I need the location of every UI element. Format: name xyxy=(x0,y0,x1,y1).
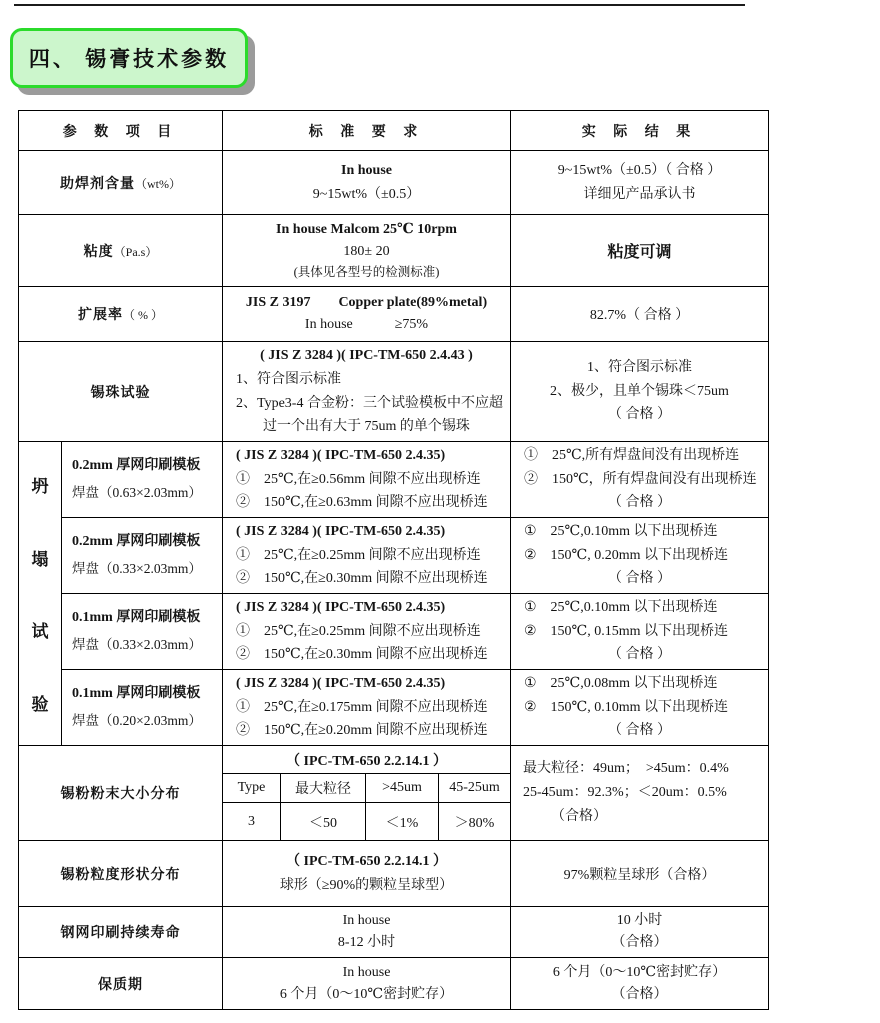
spread-result-cell: 82.7%（ 合格 ） xyxy=(511,287,769,342)
powder-size-val-maxsize: ＜50 xyxy=(281,803,366,841)
powder-size-param-cell: 锡粉粉末大小分布 xyxy=(19,746,223,841)
text-line: 0.1mm 厚网印刷模板 xyxy=(72,610,201,626)
row-powder-size-caption xyxy=(19,746,769,774)
powder-shape-standard-cell xyxy=(223,841,511,907)
text-line: ② 150℃,在≥0.30mm 间隙不应出现桥连 xyxy=(236,647,488,663)
text-line: 10 小时 xyxy=(616,913,663,929)
text-line: ① 25℃,在≥0.56mm 间隙不应出现桥连 xyxy=(236,471,481,487)
stencil-life-param-cell: 钢网印刷持续寿命 xyxy=(19,907,223,958)
text-line: 焊盘（0.33×2.03mm） xyxy=(72,636,202,652)
text-line: 8-12 小时 xyxy=(337,935,396,950)
flux-param-cell xyxy=(19,151,223,215)
text-line: ② 150℃，所有焊盘间没有出现桥连 xyxy=(524,471,757,487)
section-title-badge xyxy=(10,28,248,88)
text-line: In house xyxy=(341,162,392,178)
text-line: （ 合格 ） xyxy=(608,723,671,739)
text-line: 1、符合图示标准 xyxy=(587,359,692,375)
viscosity-param-label: 粘度 xyxy=(83,244,114,260)
slump-3-result-cell xyxy=(511,594,769,670)
stencil-life-standard-cell xyxy=(223,907,511,958)
powder-size-col-type: Type xyxy=(223,774,281,803)
text-line: （ IPC-TM-650 2.2.14.1 ） xyxy=(286,853,447,869)
text-line: ② 150℃,在≥0.63mm 间隙不应出现桥连 xyxy=(236,495,488,511)
text-line: ② 150℃,在≥0.30mm 间隙不应出现桥连 xyxy=(236,571,488,587)
text-line: 1、符合图示标准 xyxy=(236,371,341,387)
slump-3-standard-cell xyxy=(223,594,511,670)
spread-param-label: 扩展率 xyxy=(78,308,123,323)
header-result: 实 际 结 果 xyxy=(511,111,769,151)
shelf-life-standard-cell xyxy=(223,958,511,1010)
text-line: （合格） xyxy=(551,808,607,824)
text-line: In house xyxy=(342,913,391,929)
text-line: ( JIS Z 3284 )( IPC-TM-650 2.4.35) xyxy=(236,675,446,691)
slump-1-label-cell xyxy=(62,442,223,518)
text-line: 详细见产品承认书 xyxy=(583,186,696,202)
stencil-life-result-cell xyxy=(511,907,769,958)
slump-2-label-cell xyxy=(62,518,223,594)
spec-table xyxy=(18,110,769,1010)
text-line: ② 150℃, 0.15mm 以下出现桥连 xyxy=(524,623,728,639)
text-line: ① 25℃,0.10mm 以下出现桥连 xyxy=(524,523,718,539)
text-line: 2、Type3-4 合金粉：三个试验模板中不应超 xyxy=(236,395,503,411)
text-line: ① 25℃,在≥0.175mm 间隙不应出现桥连 xyxy=(236,699,488,715)
text-line: 焊盘（0.33×2.03mm） xyxy=(72,560,202,576)
row-slump-3 xyxy=(19,594,769,670)
text-line: 0.1mm 厚网印刷模板 xyxy=(72,686,201,702)
text-line: 6 个月（0～10℃密封贮存） xyxy=(552,964,727,980)
powder-size-val-type: 3 xyxy=(223,803,281,841)
powder-size-col-45-25: 45-25um xyxy=(439,774,511,803)
text-line: 过一个出有大于 75um 的单个锡珠 xyxy=(263,419,470,435)
slump-2-result-cell xyxy=(511,518,769,594)
row-viscosity xyxy=(19,215,769,287)
powder-size-result-cell xyxy=(511,746,769,841)
flux-result-cell xyxy=(511,151,769,215)
text-line: ① 25℃,在≥0.25mm 间隙不应出现桥连 xyxy=(236,547,481,563)
text-line: 球形（≥90%的颗粒呈球型） xyxy=(279,877,454,893)
text-line: 试 xyxy=(31,622,49,642)
header-standard: 标 准 要 求 xyxy=(223,111,511,151)
row-solder-ball xyxy=(19,342,769,442)
powder-size-col-maxsize: 最大粒径 xyxy=(281,774,366,803)
text-line: 坍 xyxy=(31,477,49,497)
slump-4-standard-cell xyxy=(223,670,511,746)
flux-param-unit: （wt%） xyxy=(135,176,181,191)
slump-1-result-cell xyxy=(511,442,769,518)
text-line: ( JIS Z 3284 )( IPC-TM-650 2.4.43 ) xyxy=(260,347,473,363)
slump-vertical-header xyxy=(19,442,62,746)
viscosity-param-cell xyxy=(19,215,223,287)
text-line: （ 合格 ） xyxy=(608,407,671,423)
text-line: 6 个月（0～10℃密封贮存） xyxy=(279,986,454,1002)
text-line: ② 150℃, 0.10mm 以下出现桥连 xyxy=(524,699,728,715)
text-line: ② 150℃,在≥0.20mm 间隙不应出现桥连 xyxy=(236,723,488,739)
slump-3-label-cell xyxy=(62,594,223,670)
text-line: ① 25℃,0.08mm 以下出现桥连 xyxy=(524,675,718,691)
slump-4-label-cell xyxy=(62,670,223,746)
text-line: In house ≥75% xyxy=(304,317,429,332)
flux-standard-cell xyxy=(223,151,511,215)
row-flux xyxy=(19,151,769,215)
powder-shape-result-cell: 97%颗粒呈球形（合格） xyxy=(511,841,769,907)
viscosity-standard-cell xyxy=(223,215,511,287)
row-shelf-life xyxy=(19,958,769,1010)
text-line: 最大粒径：49um； >45um：0.4% xyxy=(523,761,729,777)
text-line: JIS Z 3197 Copper plate(89%metal) xyxy=(245,295,488,311)
slump-2-standard-cell xyxy=(223,518,511,594)
row-slump-2 xyxy=(19,518,769,594)
row-stencil-life xyxy=(19,907,769,958)
text-line: 2、极少，且单个锡珠＜75um xyxy=(550,383,729,399)
text-line: ( JIS Z 3284 )( IPC-TM-650 2.4.35) xyxy=(236,523,446,539)
row-powder-shape xyxy=(19,841,769,907)
section-title: 四、 锡膏技术参数 xyxy=(28,47,230,71)
solder-ball-param-cell: 锡珠试验 xyxy=(19,342,223,442)
text-line: ① 25℃,所有焊盘间没有出现桥连 xyxy=(524,447,740,463)
text-line: ① 25℃,在≥0.25mm 间隙不应出现桥连 xyxy=(236,623,481,639)
powder-size-val-45-25: ＞80% xyxy=(439,803,511,841)
text-line: In house Malcom 25℃ 10rpm xyxy=(276,222,457,238)
viscosity-result-cell: 粘度可调 xyxy=(511,215,769,287)
header-param: 参 数 项 目 xyxy=(19,111,223,151)
text-line: 0.2mm 厚网印刷模板 xyxy=(72,458,201,474)
powder-size-col-gt45: >45um xyxy=(366,774,439,803)
text-line: ( JIS Z 3284 )( IPC-TM-650 2.4.35) xyxy=(236,447,446,463)
text-line: 验 xyxy=(31,694,49,714)
text-line: （合格） xyxy=(611,986,668,1002)
text-line: 0.2mm 厚网印刷模板 xyxy=(72,534,201,550)
text-line: 25-45um：92.3%；＜20um：0.5% xyxy=(523,785,727,801)
viscosity-param-unit: （Pa.s） xyxy=(113,244,158,259)
shelf-life-param-cell: 保质期 xyxy=(19,958,223,1010)
text-line: (具体见各型号的检测标准) xyxy=(293,264,440,279)
text-line: 9~15wt%（±0.5）（ 合格 ） xyxy=(557,162,722,178)
text-line: 焊盘（0.20×2.03mm） xyxy=(72,712,202,728)
text-line: 塌 xyxy=(31,549,49,569)
row-slump-1 xyxy=(19,442,769,518)
powder-size-standard-caption: （ IPC-TM-650 2.2.14.1 ） xyxy=(223,746,511,774)
solder-ball-result-cell xyxy=(511,342,769,442)
slump-vertical-label xyxy=(23,449,57,739)
text-line: ② 150℃, 0.20mm 以下出现桥连 xyxy=(524,547,728,563)
row-spread xyxy=(19,287,769,342)
shelf-life-result-cell xyxy=(511,958,769,1010)
text-line: 180± 20 xyxy=(343,243,390,259)
slump-1-standard-cell xyxy=(223,442,511,518)
text-line: （ 合格 ） xyxy=(608,495,671,511)
slump-4-result-cell xyxy=(511,670,769,746)
spread-param-cell xyxy=(19,287,223,342)
text-line: （合格） xyxy=(611,935,668,950)
text-line: In house xyxy=(342,964,391,980)
spread-standard-cell xyxy=(223,287,511,342)
flux-param-label: 助焊剂含量 xyxy=(60,176,135,192)
text-line: （ 合格 ） xyxy=(608,647,671,663)
solder-ball-standard-cell xyxy=(223,342,511,442)
powder-size-val-gt45: ＜1% xyxy=(366,803,439,841)
text-line: （ 合格 ） xyxy=(608,571,671,587)
text-line: 焊盘（0.63×2.03mm） xyxy=(72,484,202,500)
powder-shape-param-cell: 锡粉粒度形状分布 xyxy=(19,841,223,907)
text-line: 9~15wt%（±0.5） xyxy=(312,186,421,202)
spread-param-unit: （ % ） xyxy=(123,308,163,322)
text-line: ( JIS Z 3284 )( IPC-TM-650 2.4.35) xyxy=(236,599,446,615)
table-header-row xyxy=(19,111,769,151)
top-horizontal-rule xyxy=(14,4,745,6)
text-line: ① 25℃,0.10mm 以下出现桥连 xyxy=(524,599,718,615)
row-slump-4 xyxy=(19,670,769,746)
